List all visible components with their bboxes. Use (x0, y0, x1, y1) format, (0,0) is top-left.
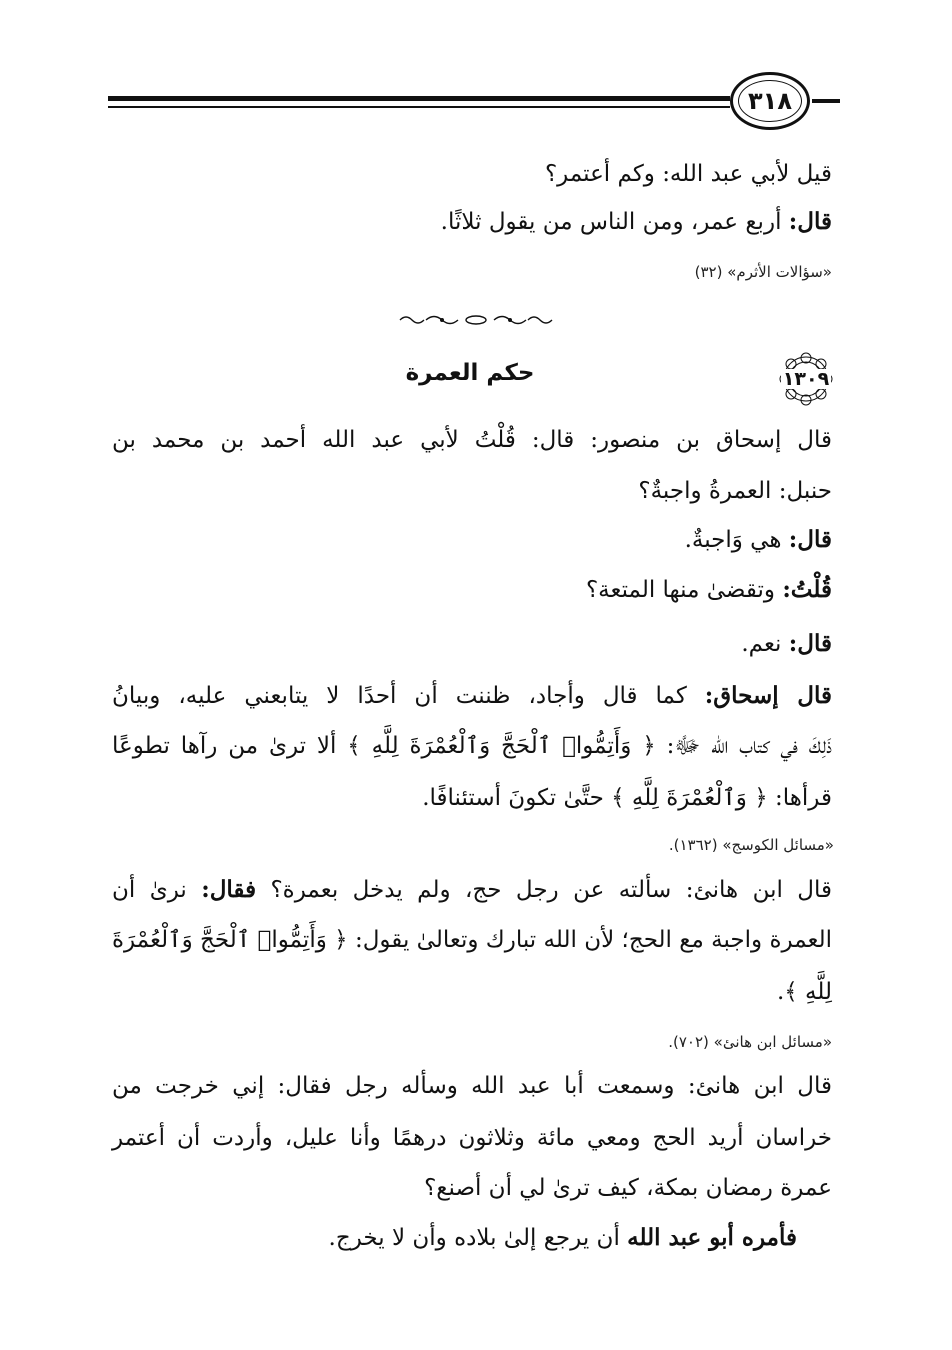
text: قال ابن هانئ: وسمعت أبا عبد الله وسأله رجل فقال: إني خرجت من (112, 1073, 832, 1099)
text: أربع عمر، ومن الناس من يقول ثلاثًا. (440, 209, 789, 235)
text: نعم. (741, 631, 789, 657)
source-citation: «مسائل الكوسج» (١٣٦٢). (668, 836, 834, 854)
text-line (441, 204, 832, 240)
text-line (112, 922, 832, 958)
text-line (112, 678, 832, 714)
text: أن يرجع إلىٰ بلاده وأن لا يخرج. (328, 1225, 628, 1251)
text: قال ابن هانئ: سألته عن رجل حج، ولم يدخل بعمرة؟ (256, 877, 832, 903)
text-line (422, 780, 832, 816)
page-header (0, 0, 952, 140)
speaker-label: قال: (788, 630, 832, 657)
header-rule-thick (108, 96, 730, 101)
text-line (777, 974, 832, 1010)
text-line (112, 1120, 832, 1156)
speaker-label: قال: (788, 208, 832, 235)
text: قرأها: (767, 785, 832, 811)
speaker-label: فأمره أبو عبد الله (627, 1224, 797, 1251)
text-line (685, 522, 832, 558)
text: كما قال وأجاد، ظننت أن أحدًا لا يتابعني عليه، وبيانُ (112, 683, 705, 709)
text: خراسان أريد الحج ومعي مائة وثلاثون درهمًا وأنا عليل، وأردت أن أعتمر (112, 1125, 832, 1151)
quran-quote: ﴿ وَأَتِمُّوا۟ ٱلْحَجَّ وَٱلْعُمْرَةَ لِلَّهِ ﴾ (347, 733, 656, 759)
quran-quote: ﴿ وَٱلْعُمْرَةَ لِلَّهِ ﴾ (611, 785, 768, 811)
text: هي وَاجبةٌ. (684, 527, 789, 553)
section-number-badge (770, 352, 842, 406)
header-rule-right (812, 99, 840, 103)
text-line (638, 473, 832, 509)
text-line (586, 572, 832, 608)
text-line (112, 728, 832, 764)
text-line (112, 1068, 832, 1104)
header-rule-thin (108, 106, 730, 108)
speaker-label: قال إسحاق: (704, 682, 832, 709)
text-line (545, 156, 832, 192)
page-number-badge (730, 72, 810, 130)
text-line (112, 422, 832, 458)
source-citation: «سؤالات الأثرم» (٣٢) (694, 263, 832, 281)
text: ألا ترىٰ من رآها تطوعًا (112, 733, 348, 759)
text: حنبل: العمرةُ واجبةٌ؟ (638, 478, 832, 504)
text: وتقضىٰ منها المتعة؟ (585, 577, 783, 603)
text: حتَّىٰ تكونَ أستئنافًا. (422, 785, 612, 811)
speaker-label: فقال: (201, 876, 257, 903)
section-title: حكم العمرة (405, 360, 535, 386)
text: قيل لأبي عبد الله: وكم أعتمر؟ (544, 161, 832, 187)
text: نرىٰ أن (112, 877, 202, 903)
page-number: ٣١٨ (748, 87, 792, 115)
text: . (776, 979, 785, 1005)
text: ذَلِكَ في كتاب الله ﷻ: (655, 733, 832, 759)
speaker-label: قال: (788, 526, 832, 553)
quran-quote: لِلَّهِ ﴾ (784, 979, 832, 1005)
text-line (112, 872, 832, 908)
text-line (329, 1220, 797, 1256)
ornament-divider-icon (398, 313, 554, 327)
text: العمرة واجبة مع الحج؛ لأن الله تبارك وتعالىٰ يقول: (347, 927, 832, 953)
source-citation: «مسائل ابن هانئ» (٧٠٢). (668, 1033, 832, 1051)
text-line (424, 1170, 832, 1206)
section-number: ١٣٠٩ (782, 368, 830, 390)
quran-quote: ﴿ وَأَتِمُّوا۟ ٱلْحَجَّ وَٱلْعُمْرَةَ (112, 927, 348, 953)
speaker-label: قُلْتُ: (782, 576, 832, 603)
text: قال إسحاق بن منصور: قال: قُلْتُ لأبي عبد الله أحمد بن محمد بن (112, 427, 832, 453)
text: عمرة رمضان بمكة، كيف ترىٰ لي أن أصنع؟ (424, 1175, 832, 1201)
text-line (741, 626, 832, 662)
